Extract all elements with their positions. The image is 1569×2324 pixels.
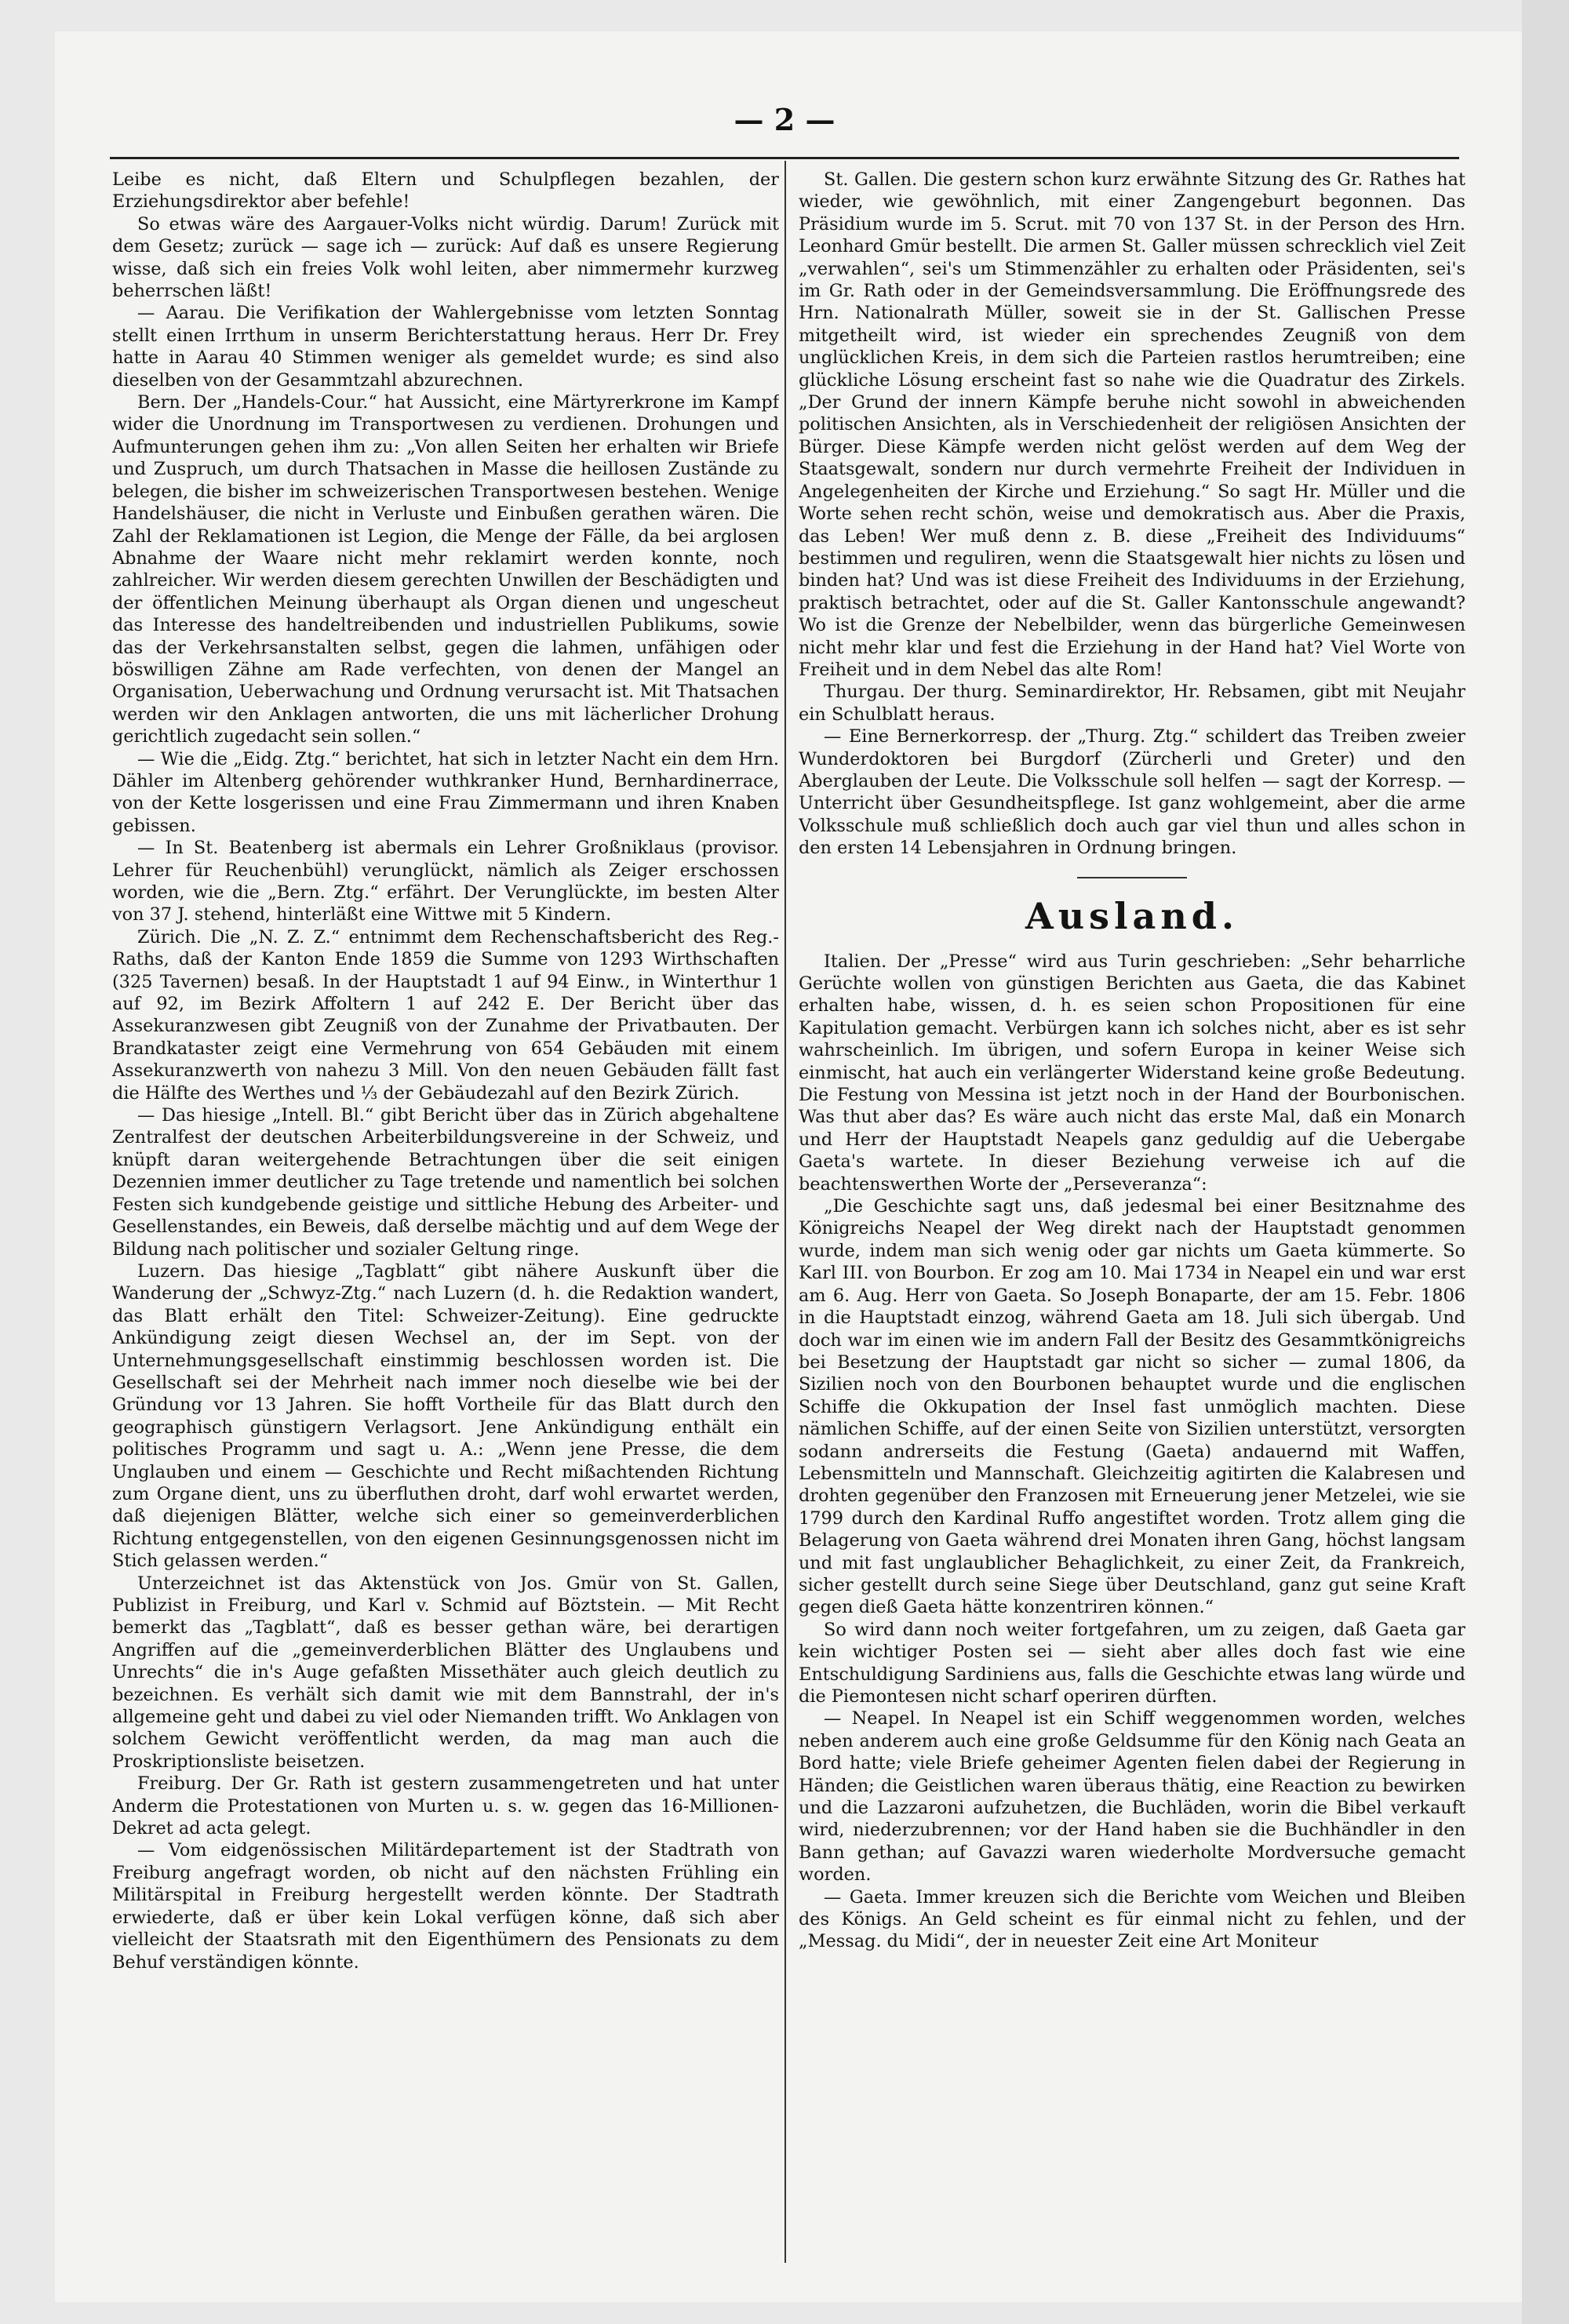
column-divider: [784, 161, 786, 2263]
news-zuerich-festival: — Das hiesige „Intell. Bl.“ gibt Bericht über das in Zürich abgehaltene Zentralfest der deutschen Arbeiterbildungsvereine in der Schweiz, und knüpft daran weitergehende Betrachtungen über die seit einigen Dezennien immer deutlicher zu Tage tretende und namentlich bei solchen Festen sich kundgebende geistige und sittliche Hebung des Arbeiter- und Gesellenstandes, ein Beweis, daß derselbe mächtig und auf dem Wege der Bildung nach politischer und sozialer Geltung ringe.: [112, 1105, 779, 1260]
left-column: [112, 169, 779, 2271]
news-italien-comment: So wird dann noch weiter fortgefahren, um zu zeigen, daß Gaeta gar kein wichtiger Posten sei — sieht aber alles doch fast wie eine Entschuldigung Sardiniens aus, falls die Geschichte etwas lang würde und die Piemontesen nicht scharf operiren dürften.: [799, 1619, 1465, 1707]
news-neapel: — Neapel. In Neapel ist ein Schiff weggenommen worden, welches neben anderem auch eine große Geldsumme für den König nach Geata an Bord hatte; viele Briefe geheimer Agenten fielen dabei der Regierung in Händen; die Geistlichen waren überaus thätig, eine Reaction zu bewirken und die Lazzaroni aufzuhetzen, die Buchläden, worin die Bibel verkauft wird, niederzubrennen; vor der Hand haben sie die Buchhändler in den Bann gethan; auf Gavazzi waren wiederholte Mordversuche gemacht worden.: [799, 1708, 1465, 1886]
header-rule: [110, 157, 1459, 159]
news-freiburg-hospital: — Vom eidgenössischen Militärdepartement ist der Stadtrath von Freiburg angefragt worden, ob nicht auf den nächsten Frühling ein Militärspital in Freiburg hergestellt werden könnte. Der Stadtrath erwiederte, daß er über kein Lokal verfügen könne, daß sich aber vielleicht der Staatsrath mit den Eigenthümern des Pensionats zu dem Behuf verständigen könnte.: [112, 1840, 779, 1973]
news-gaeta: — Gaeta. Immer kreuzen sich die Berichte vom Weichen und Bleiben des Königs. An Geld scheint es für einmal nicht zu fehlen, und der „Messag. du Midi“, der in neuester Zeit eine Art Moniteur: [799, 1886, 1465, 1952]
right-column: [799, 169, 1465, 2271]
news-zuerich: Zürich. Die „N. Z. Z.“ entnimmt dem Rechenschaftsbericht des Reg.-Raths, daß der Kanton Ende 1859 die Summe von 1293 Wirthschaften (325 Tavernen) besaß. In der Hauptstadt 1 auf 94 Einw., in Winterthur 1 auf 92, im Bezirk Affoltern 1 auf 242 E. Der Bericht über das Assekuranzwesen gibt Zeugniß von der Zunahme der Privatbauten. Der Brandkataster zeigt eine Vermehrung von 654 Gebäuden mit einem Assekuranzwerth von nahezu 3 Mill. Von den neuen Gebäuden fällt fast die Hälfte des Werthes und ⅓ der Gebäudezahl auf den Bezirk Zürich.: [112, 926, 779, 1104]
section-heading-ausland: Ausland.: [1025, 894, 1239, 937]
news-thurgau: Thurgau. Der thurg. Seminardirektor, Hr. Rebsamen, gibt mit Neujahr ein Schulblatt heraus.: [799, 682, 1465, 725]
news-freiburg: Freiburg. Der Gr. Rath ist gestern zusammengetreten und hat unter Anderm die Protestationen von Murten u. s. w. gegen das 16-Millionen-Dekret ad acta gelegt.: [112, 1773, 779, 1839]
news-italien: Italien. Der „Presse“ wird aus Turin geschrieben: „Sehr beharrliche Gerüchte wollen von günstigen Berichten aus Gaeta, die das Kabinet erhalten habe, wissen, d. h. es seien schon Propositionen für eine Kapitulation gemacht. Verbürgen kann ich solches nicht, aber es ist sehr wahrscheinlich. Im übrigen, und sofern Europa in keiner Weise sich einmischt, hat auch ein verlängerter Widerstand keine große Bedeutung. Die Festung von Messina ist jetzt noch in der Hand der Bourbonischen. Was thut aber das? Es wäre auch nicht das erste Mal, daß ein Monarch und Herr der Hauptstadt Neapels ganz geduldig auf die Uebergabe Gaeta's wartete. In dieser Beziehung verweise ich auf die beachtenswerthen Worte der „Perseveranza“:: [799, 951, 1465, 1195]
news-italien-quote: „Die Geschichte sagt uns, daß jedesmal bei einer Besitznahme des Königreichs Neapel der Weg direkt nach der Hauptstadt genommen wurde, indem man sich wenig oder gar nichts um Gaeta kümmerte. So Karl III. von Bourbon. Er zog am 10. Mai 1734 in Neapel ein und war erst am 6. Aug. Herr von Gaeta. So Joseph Bonaparte, der am 15. Febr. 1806 in die Hauptstadt einzog, während Gaeta am 18. Juli sich übergab. Und doch war im einen wie im andern Fall der Besitz des Gesammtkönigreichs bei Besetzung der Hauptstadt gar nicht so sicher — zumal 1806, da Sizilien noch von den Bourbonen behauptet wurde und die englischen Schiffe die Okkupation der Insel fast unmöglich machten. Diese nämlichen Schiffe, auf der einen Seite von Sizilien unterstützt, versorgten sodann andrerseits die Festung (Gaeta) andauernd mit Waffen, Lebensmitteln und Mannschaft. Gleichzeitig agitirten die Kalabresen und drohten gegenüber den Franzosen mit Erneuerung jener Metzelei, wie sie 1799 durch den Kardinal Ruffo angestiftet worden. Trotz allem ging die Belagerung von Gaeta während drei Monaten ihren Gang, höchst langsam und mit fast unglaublicher Behaglichkeit, zu einer Zeit, da Frankreich, sicher gestellt durch seine Siege über Deutschland, ganz gut seine Kraft gegen dieß Gaeta hätte konzentriren können.“: [799, 1196, 1465, 1618]
news-luzern-signatories: Unterzeichnet ist das Aktenstück von Jos. Gmür von St. Gallen, Publizist in Freiburg, und Karl v. Schmid auf Böztstein. — Mit Recht bemerkt das „Tagblatt“, daß es besser gethan wäre, bei derartigen Angriffen auf die „gemeinverderblichen Blätter des Unglaubens und Unrechts“ die in's Auge gefaßten Missethäter auch gleich deutlich zu bezeichnen. Es verhält sich damit wie mit dem Bannstrahl, der in's allgemeine geht und dabei zu viel oder Niemanden trifft. Wo Anklagen von solchem Gewicht veröffentlicht werden, da mag man auch die Proskriptionsliste beisetzen.: [112, 1573, 779, 1772]
news-bern: Bern. Der „Handels-Cour.“ hat Aussicht, eine Märtyrerkrone im Kampf wider die Unordnung im Transportwesen zu verdienen. Drohungen und Aufmunterungen gehen ihm zu: „Von allen Seiten her erhalten wir Briefe und Zuspruch, um durch Thatsachen in Masse die heillosen Zustände zu belegen, die bisher im schweizerischen Transportwesen bestehen. Wenige Handelshäuser, die nicht in Verluste und Einbußen gerathen wären. Die Zahl der Reklamationen ist Legion, die Menge der Fälle, da bei arglosen Abnahme der Waare nicht mehr reklamirt werden konnte, noch zahlreicher. Wir werden diesem gerechten Unwillen der Beschädigten und der öffentlichen Meinung überhaupt als Organ dienen und ungescheut das Interesse des handeltreibenden und industriellen Publikums, sowie das der Verkehrsanstalten selbst, gegen die lahmen, unfähigen oder böswilligen Zähne am Rade verfechten, von denen der Mangel an Organisation, Ueberwachung und Ordnung verursacht ist. Mit Thatsachen werden wir den Anklagen antworten, die uns mit lächerlicher Drohung gerichtlich zugedacht sein sollen.“: [112, 392, 779, 747]
news-beatenberg: — In St. Beatenberg ist abermals ein Lehrer Großniklaus (provisor. Lehrer für Reuchenbühl) verunglückt, nämlich als Zeiger erschossen worden, wie die „Bern. Ztg.“ erfährt. Der Verunglückte, im besten Alter von 37 J. stehend, hinterläßt eine Wittwe mit 5 Kindern.: [112, 838, 779, 926]
page-number: — 2 —: [734, 102, 835, 137]
article-paragraph: So etwas wäre des Aargauer-Volks nicht würdig. Darum! Zurück mit dem Gesetz; zurück — sage ich — zurück: Auf daß es unsere Regierung wisse, daß sich ein freies Volk wohl leiten, aber nimmermehr kurzweg beherrschen läßt!: [112, 213, 779, 302]
news-luzern: Luzern. Das hiesige „Tagblatt“ gibt nähere Auskunft über die Wanderung der „Schwyz-Ztg.“ nach Luzern (d. h. die Redaktion wandert, das Blatt erhält den Titel: Schweizer-Zeitung). Eine gedruckte Ankündigung zeigt diesen Wechsel an, der im Sept. von der Unternehmungsgesellschaft einstimmig beschlossen worden ist. Die Gesellschaft sei der Mehrheit nach immer noch dieselbe wie bei der Gründung vor 13 Jahren. Sie hofft Vortheile für das Blatt durch den geographisch günstigern Verlagsort. Jene Ankündigung enthält ein politisches Programm und sagt u. A.: „Wenn jene Presse, die dem Unglauben und einem — Geschichte und Recht mißachtenden Richtung zum Organe dient, uns zu überfluthen droht, darf wohl erwartet werden, daß diejenigen Blätter, welche sich einer so gemeinverderblichen Richtung entgegenstellen, von den eigenen Gesinnungsgenossen nicht im Stich gelassen werden.“: [112, 1260, 779, 1572]
news-bern-dog: — Wie die „Eidg. Ztg.“ berichtet, hat sich in letzter Nacht ein dem Hrn. Dähler im Altenberg gehörender wuthkranker Hund, Bernhardinerrace, von der Kette losgerissen und eine Frau Zimmermann und ihren Knaben gebissen.: [112, 748, 779, 836]
news-st-gallen: St. Gallen. Die gestern schon kurz erwähnte Sitzung des Gr. Rathes hat wieder, wie gewöhnlich, mit einer Zangengeburt begonnen. Das Präsidium wurde im 5. Scrut. mit 70 von 137 St. in der Person des Hrn. Leonhard Gmür bestellt. Die armen St. Galler müssen schrecklich viel Zeit „verwahlen“, sei's um Stimmenzähler zu erhalten oder Präsidenten, sei's im Gr. Rath oder in der Gemeindsversammlung. Die Eröffnungsrede des Hrn. Nationalrath Müller, soweit sie in der St. Gallischen Presse mitgetheilt wird, ist wieder ein sprechendes Zeugniß von dem unglücklichen Kreis, in dem sich die Parteien rastlos herumtreiben; eine glückliche Lösung erscheint fast so nahe wie die Quadratur des Zirkels. „Der Grund der innern Kämpfe beruhe nicht sowohl in abweichenden politischen Ansichten, als in Verschiedenheit der religiösen Ansichten der Bürger. Diese Kämpfe werden nicht gelöst werden auf dem Weg der Staatsgewalt, sondern nur durch vermehrte Freiheit der Individuen in Angelegenheiten der Kirche und Erziehung.“ So sagt Hr. Müller und die Worte sehen recht schön, weise und demokratisch aus. Aber die Praxis, das Leben! Wer muß denn z. B. diese „Freiheit des Individuums“ bestimmen und reguliren, wenn die Staatsgewalt hier nichts zu lösen und binden hat? Und was ist diese Freiheit des Individuums in der Erziehung, praktisch betrachtet, oder auf die St. Galler Kantonsschule angewandt? Wo ist die Grenze der Nebelbilder, wenn das bürgerliche Gemeinwesen nicht mehr klar und fest die Erziehung in der Hand hat? Viel Worte von Freiheit und in dem Nebel das alte Rom!: [799, 169, 1465, 680]
page-gutter: [1522, 0, 1569, 2324]
section-divider: [1077, 877, 1187, 878]
news-thurgau-doctors: — Eine Bernerkorresp. der „Thurg. Ztg.“ schildert das Treiben zweier Wunderdoktoren bei Burgdorf (Zürcherli und Greter) und den Aberglauben der Leute. Die Volksschule soll helfen — sagt der Korresp. — Unterricht über Gesundheitspflege. Ist ganz wohlgemeint, aber die arme Volksschule muß schließlich doch auch gar viel thun und alles schon in den ersten 14 Lebensjahren in Ordnung bringen.: [799, 726, 1465, 859]
news-aarau: — Aarau. Die Verifikation der Wahlergebnisse vom letzten Sonntag stellt einen Irrthum in unserm Berichterstattung heraus. Herr Dr. Frey hatte in Aarau 40 Stimmen weniger als gemeldet wurde; es sind also dieselben von der Gesammtzahl abzurechnen.: [112, 303, 779, 391]
article-paragraph: Leibe es nicht, daß Eltern und Schulpflegen bezahlen, der Erziehungsdirektor aber befehle!: [112, 169, 779, 213]
